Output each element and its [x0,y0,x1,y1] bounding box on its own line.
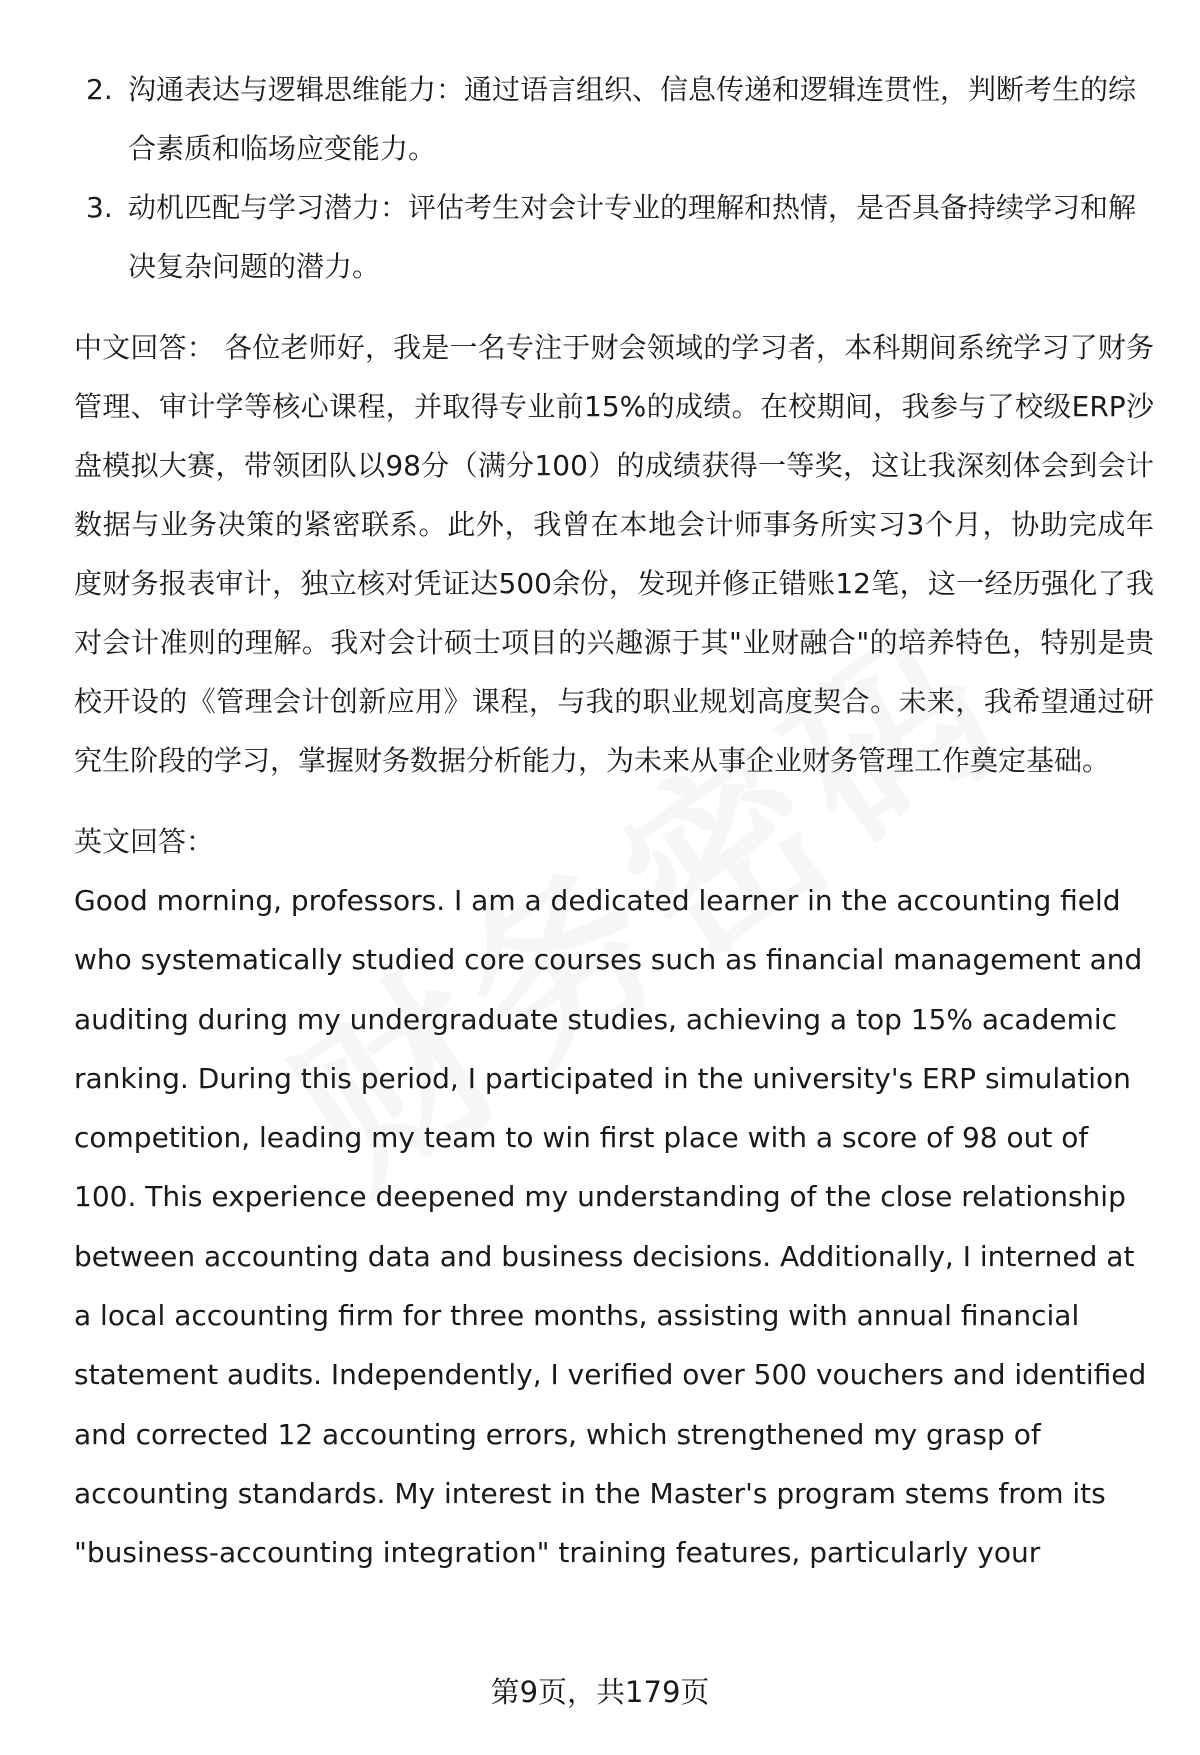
page-content [74,60,1154,1583]
page-number-footer: 第9页，共179页 [490,1675,710,1709]
list-item [74,60,1154,178]
english-answer-paragraph: Good morning, professors. I am a dedicated learner in the accounting field who systematically studied core courses such as financial management and auditing during my undergraduate studies, achieving a top 15% academic ranking. During this period, I participated in the university's ERP simulation competition, leading my team to win first place with a score of 98 out of 100. This experience deepened my understanding of the close relationship between accounting data and business decisions. Additionally, I interned at a local accounting firm for three months, assisting with annual financial statement audits. Independently, I verified over 500 vouchers and identified and corrected 12 accounting errors, which strengthened my grasp of accounting standards. My interest in the Master's program stems from its "business-accounting integration" training features, particularly your [74,884,1147,1570]
english-answer-label: 英文回答： [74,825,215,858]
list-item [74,178,1154,296]
list-item-number: 3. [86,191,113,224]
chinese-answer-paragraph: 中文回答： 各位老师好，我是一名专注于财会领域的学习者，本科期间系统学习了财务管理、审计学等核心课程，并取得专业前15%的成绩。在校期间，我参与了校级ERP沙盘模拟大赛，带领团队以98分（满分100）的成绩获得一等奖，这让我深刻体会到会计数据与业务决策的紧密联系。此外，我曾在本地会计师事务所实习3个月，协助完成年度财务报表审计，独立核对凭证达500余份，发现并修正错账12笔，这一经历强化了我对会计准则的理解。我对会计硕士项目的兴趣源于其"业财融合"的培养特色，特别是贵校开设的《管理会计创新应用》课程，与我的职业规划高度契合。未来，我希望通过研究生阶段的学习，掌握财务数据分析能力，为未来从事企业财务管理工作奠定基础。 [74,331,1154,777]
list-item-text: 沟通表达与逻辑思维能力：通过语言组织、信息传递和逻辑连贯性，判断考生的综合素质和临场应变能力。 [128,73,1137,165]
list-item-number: 2. [86,73,113,106]
criteria-list [74,60,1154,296]
list-item-text: 动机匹配与学习潜力：评估考生对会计专业的理解和热情，是否具备持续学习和解决复杂问题的潜力。 [128,191,1137,283]
